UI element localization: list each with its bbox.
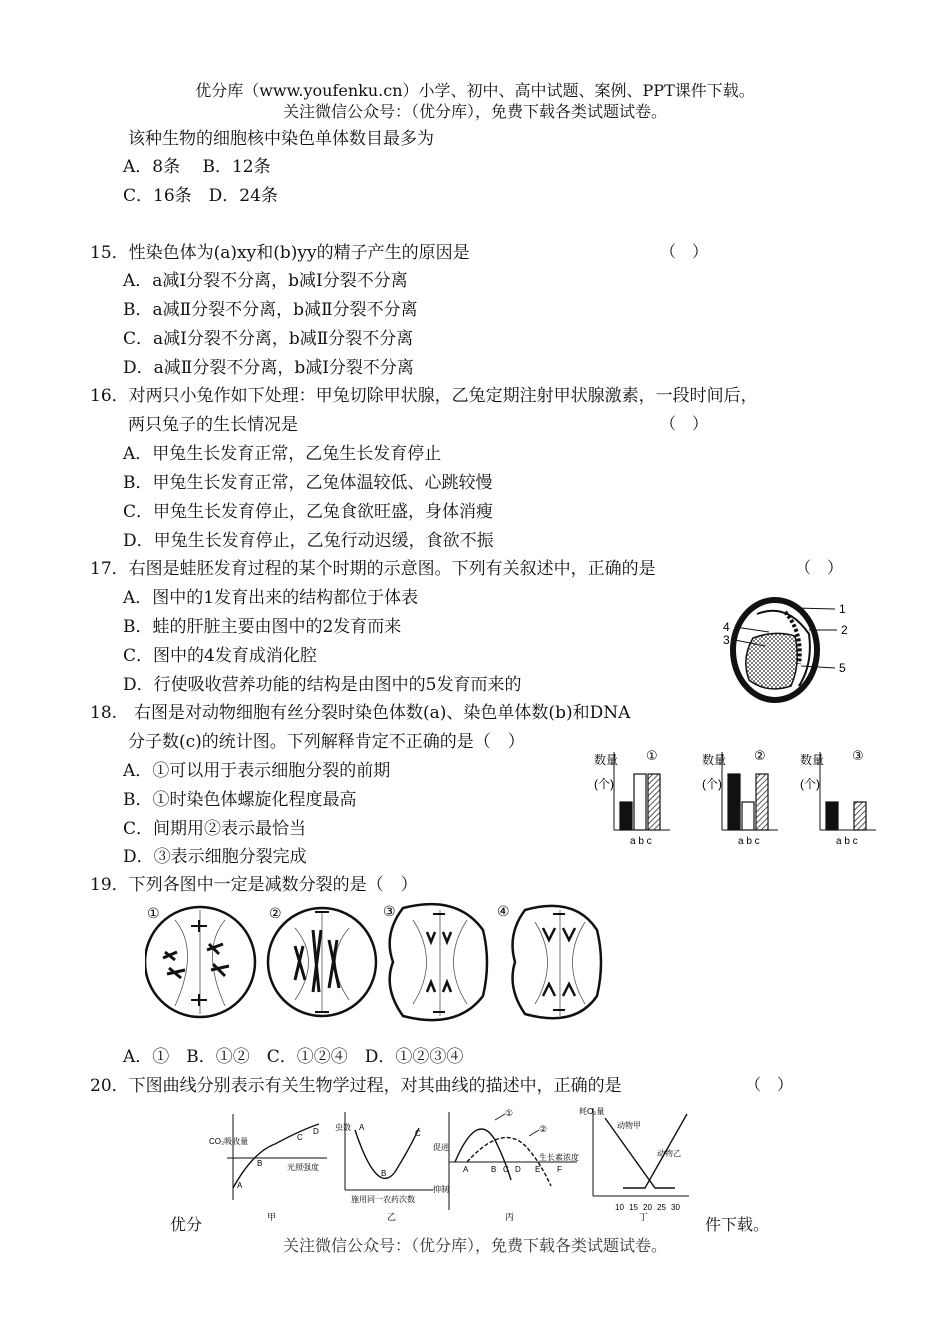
- q17-stem: 17．右图是蛙胚发育过程的某个时期的示意图。下列有关叙述中，正确的是: [90, 559, 656, 579]
- ding-tick-20: 20: [643, 1203, 652, 1212]
- cell-mark-3: ③: [383, 903, 396, 919]
- cell-figure-3: [383, 903, 487, 1020]
- q16-option-c: C．甲兔生长发育停止，乙兔食欲旺盛，身体消瘦: [123, 502, 494, 522]
- q18-y-unit-3: (个): [800, 777, 820, 791]
- frog-embryo-figure: [715, 594, 855, 706]
- q18-bar-2-b: [742, 802, 754, 830]
- q18-panel-mark-2: ②: [754, 748, 766, 763]
- bing-up-label: 促进: [433, 1143, 449, 1152]
- bing-down-label: 抑制: [433, 1185, 449, 1194]
- cell-mark-4: ④: [497, 903, 510, 919]
- q18-bar-3-a: [826, 802, 838, 830]
- q16-answer-paren: （ ）: [660, 414, 709, 433]
- yi-point-c: C: [415, 1129, 421, 1138]
- embryo-label-3: 3: [723, 633, 730, 647]
- bing-point-a: A: [463, 1165, 469, 1174]
- yi-xlabel: 施用同一农药次数: [351, 1195, 415, 1204]
- ding-animal-b: 动物乙: [657, 1149, 681, 1158]
- q16-option-b: B．甲兔生长发育正常，乙兔体温较低、心跳较慢: [123, 473, 493, 493]
- bing-point-e: E: [535, 1165, 541, 1174]
- q18-bar-1-c: [648, 774, 660, 830]
- q17-option-c: C．图中的4发育成消化腔: [123, 646, 317, 666]
- ding-animal-a: 动物甲: [617, 1121, 641, 1130]
- jia-point-d: D: [313, 1127, 319, 1136]
- q17-option-b: B．蛙的肝脏主要由图中的2发育而来: [123, 617, 402, 637]
- cell-figure-1: [145, 905, 255, 1017]
- q18-option-d: D．③表示细胞分裂完成: [123, 847, 307, 867]
- header-line-2: 关注微信公众号：（优分库），免费下载各类试题试卷。: [282, 102, 667, 121]
- yi-point-a: A: [359, 1123, 365, 1132]
- q14-options-1: A．8条 B．12条: [123, 157, 271, 177]
- q17-answer-paren: （ ）: [795, 558, 844, 577]
- q15-stem: 15．性染色体为(a)xy和(b)yy的精子产生的原因是: [90, 243, 470, 263]
- graph-bing: [433, 1108, 579, 1222]
- embryo-label-2: 2: [841, 623, 848, 637]
- q18-option-a: A．①可以用于表示细胞分裂的前期: [123, 761, 391, 781]
- q15-answer-paren: （ ）: [660, 242, 709, 261]
- q18-y-unit-2: (个): [702, 777, 722, 791]
- bing-point-c: C: [503, 1165, 509, 1174]
- ding-tick-10: 10: [615, 1203, 624, 1212]
- q18-stem-2: 分子数(c)的统计图。下列解释肯定不正确的是（ ）: [128, 732, 525, 752]
- jia-point-c: C: [297, 1133, 303, 1142]
- q18-y-unit-1: (个): [594, 777, 614, 791]
- ding-tick-30: 30: [671, 1203, 680, 1212]
- header-line-1: 优分库（www.youfenku.cn）小学、初中、高中试题、案例、PPT课件下载。: [195, 81, 755, 100]
- cell-figure-2: [268, 905, 376, 1016]
- q18-bar-1-a: [620, 802, 632, 830]
- q14-stem: 该种生物的细胞核中染色单体数目最多为: [128, 129, 434, 149]
- q20-curve-figures: [205, 1100, 700, 1228]
- bing-curve-1: ①: [505, 1108, 514, 1118]
- graph-yi: [335, 1112, 433, 1222]
- q15-option-c: C．a减Ⅰ分裂不分离，b减Ⅱ分裂不分离: [123, 329, 414, 349]
- q18-bar-1-b: [634, 774, 646, 830]
- q18-bar-2-a: [728, 774, 740, 830]
- footer-right-fragment: 件下载。: [705, 1215, 770, 1234]
- q20-answer-paren: （ ）: [745, 1075, 794, 1094]
- jia-ylabel: CO₂吸收量: [209, 1137, 249, 1146]
- bing-point-b: B: [491, 1165, 497, 1174]
- bing-caption: 丙: [505, 1212, 515, 1222]
- q18-bar-charts: [592, 744, 892, 848]
- q17-option-a: A．图中的1发育出来的结构都位于体表: [123, 588, 419, 608]
- q16-stem-1: 16．对两只小兔作如下处理：甲兔切除甲状腺，乙兔定期注射甲状腺激素，一段时间后，: [90, 386, 758, 406]
- q15-option-d: D．a减Ⅱ分裂不分离，b减Ⅰ分裂不分离: [123, 358, 414, 378]
- graph-jia: [209, 1114, 327, 1222]
- ding-ylabel: 耗O₂量: [579, 1107, 605, 1116]
- q15-option-b: B．a减Ⅱ分裂不分离，b减Ⅱ分裂不分离: [123, 300, 418, 320]
- embryo-label-4: 4: [723, 620, 730, 634]
- bing-xlabel: 生长素浓度: [539, 1153, 579, 1162]
- q18-x-label-2: a b c: [738, 836, 760, 847]
- cell-mark-1: ①: [147, 905, 160, 921]
- q16-option-d: D．甲兔生长发育停止，乙兔行动迟缓，食欲不振: [123, 531, 494, 551]
- q18-bar-2-c: [756, 774, 768, 830]
- jia-point-a: A: [237, 1181, 243, 1190]
- yi-caption: 乙: [387, 1212, 397, 1222]
- bing-point-d: D: [515, 1165, 521, 1174]
- ding-tick-25: 25: [657, 1203, 666, 1212]
- q18-panel-mark-1: ①: [646, 748, 658, 763]
- q18-option-b: B．①时染色体螺旋化程度最高: [123, 790, 357, 810]
- cell-figure-4: [497, 903, 601, 1018]
- q18-stem-1: 18. 右图是对动物细胞有丝分裂时染色体数(a)、染色单体数(b)和DNA: [90, 703, 631, 723]
- embryo-label-5: 5: [839, 661, 846, 675]
- ding-tick-15: 15: [629, 1203, 638, 1212]
- q18-panel-mark-3: ③: [852, 748, 864, 763]
- q18-x-label-3: a b c: [836, 836, 858, 847]
- bing-curve-2: ②: [539, 1124, 548, 1134]
- q15-option-a: A．a减Ⅰ分裂不分离，b减Ⅰ分裂不分离: [123, 271, 408, 291]
- jia-caption: 甲: [267, 1212, 277, 1222]
- q20-stem: 20．下图曲线分别表示有关生物学过程，对其曲线的描述中，正确的是: [90, 1076, 622, 1096]
- q17-option-d: D．行使吸收营养功能的结构是由图中的5发育而来的: [123, 675, 522, 695]
- bing-point-f: F: [557, 1165, 562, 1174]
- q19-stem: 19．下列各图中一定是减数分裂的是（ ）: [90, 875, 418, 895]
- footer-left-fragment: 优分: [170, 1215, 203, 1234]
- yi-point-b: B: [381, 1169, 387, 1178]
- q18-y-label-1: 数量: [594, 753, 619, 767]
- ding-caption: 丁: [639, 1212, 649, 1222]
- q14-options-2: C．16条 D．24条: [123, 186, 278, 206]
- q18-option-c: C．间期用②表示最恰当: [123, 819, 307, 839]
- q18-y-label-2: 数量: [702, 753, 727, 767]
- q16-stem-2: 两只兔子的生长情况是: [128, 415, 298, 435]
- q19-options: A．① B．①② C．①②④ D．①②③④: [123, 1047, 464, 1067]
- q19-cell-figures: [145, 900, 605, 1030]
- q18-x-label-1: a b c: [630, 836, 652, 847]
- graph-ding: [579, 1106, 689, 1222]
- yi-ylabel: 虫数: [335, 1123, 351, 1132]
- footer-line-2: 关注微信公众号：（优分库），免费下载各类试题试卷。: [282, 1236, 667, 1255]
- q18-bar-3-c: [854, 802, 866, 830]
- jia-xlabel: 光照强度: [287, 1163, 319, 1172]
- q16-option-a: A．甲兔生长发育正常，乙兔生长发育停止: [123, 444, 442, 464]
- cell-mark-2: ②: [269, 905, 282, 921]
- embryo-label-1: 1: [839, 602, 846, 616]
- jia-point-b: B: [257, 1159, 263, 1168]
- q18-y-label-3: 数量: [800, 753, 825, 767]
